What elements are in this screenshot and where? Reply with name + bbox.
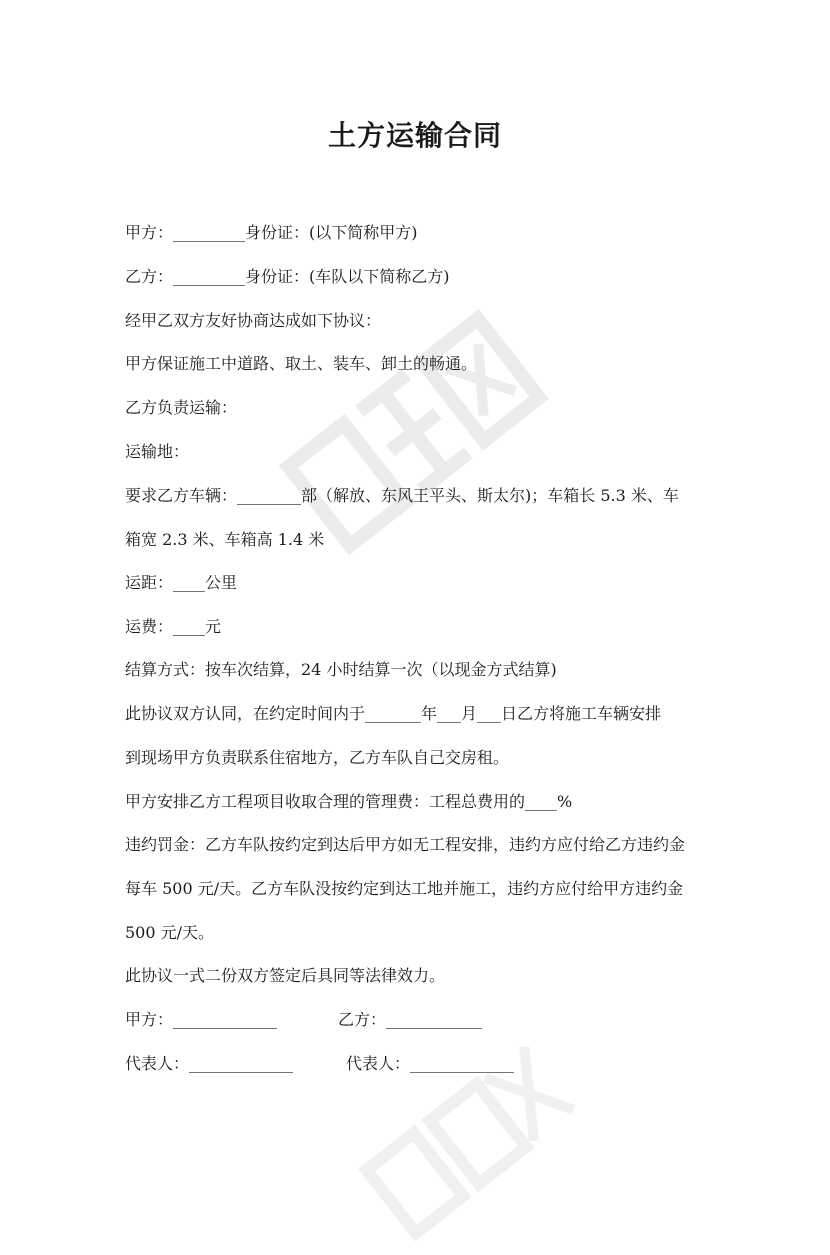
clause-fee: 运费：____元 <box>125 617 222 636</box>
clause-schedule: 此协议双方认同，在约定时间内于_______年___月___日乙方将施工车辆安排 <box>125 704 662 723</box>
signature-party-a: 甲方：_____________ <box>125 1010 278 1029</box>
clause-penalty-end: 500 元/天。 <box>125 923 215 942</box>
party-b-line: 乙方：_________身份证：(车队以下简称乙方) <box>125 267 450 286</box>
document-title: 土方运输合同 <box>327 119 502 152</box>
clause-transport: 乙方负责运输： <box>125 398 238 417</box>
clause-management-fee: 甲方安排乙方工程项目收取合理的管理费：工程总费用的____% <box>125 792 573 811</box>
clause-settlement: 结算方式：按车次结算，24 小时结算一次（以现金方式结算) <box>125 660 557 679</box>
agreement-intro: 经甲乙双方友好协商达成如下协议： <box>125 311 382 330</box>
clause-penalty-cont: 每车 500 元/天。乙方车队没按约定到达工地并施工，违约方应付给甲方违约金 <box>125 879 684 898</box>
clause-vehicles-cont: 箱宽 2.3 米、车箱高 1.4 米 <box>125 530 325 549</box>
clause-distance: 运距：____公里 <box>125 573 238 592</box>
clause-destination: 运输地： <box>125 442 190 461</box>
clause-road-guarantee: 甲方保证施工中道路、取土、装车、卸土的畅通。 <box>125 354 478 373</box>
clause-schedule-cont: 到现场甲方负责联系住宿地方，乙方车队自己交房租。 <box>125 748 510 767</box>
clause-validity: 此协议一式二份双方签定后具同等法律效力。 <box>125 966 446 985</box>
clause-penalty: 违约罚金：乙方车队按约定到达后甲方如无工程安排，违约方应付给乙方违约金 <box>125 835 686 854</box>
party-a-line: 甲方：_________身份证：(以下简称甲方) <box>125 223 418 242</box>
signature-rep-a: 代表人：_____________ <box>125 1054 294 1073</box>
clause-vehicles: 要求乙方车辆：________部（解放、东风王平头、斯太尔)；车箱长 5.3 米、车 <box>125 486 679 505</box>
signature-party-b: 乙方：____________ <box>338 1010 483 1029</box>
signature-rep-b: 代表人：_____________ <box>346 1054 515 1073</box>
